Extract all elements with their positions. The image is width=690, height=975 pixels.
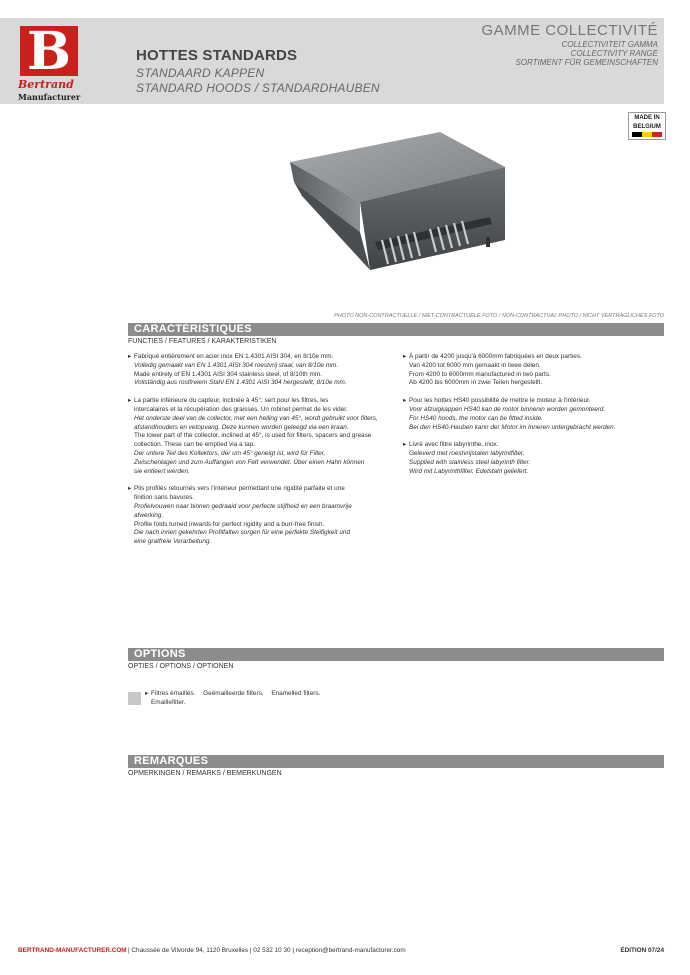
range-sub-nl: COLLECTIVITEIT GAMMA [561, 40, 658, 49]
features-section-subtitle: FUNCTIES / FEATURES / KARAKTERISTIKEN [128, 338, 277, 345]
arrow-icon: ▸ [128, 397, 132, 405]
options-section-title: OPTIONS [134, 648, 186, 660]
arrow-icon: ▸ [403, 441, 407, 449]
made-in-belgium-badge: MADE IN BELGIUM [628, 112, 666, 140]
logo-b-letter: B [27, 21, 71, 82]
feature-labyrinth-filter: ▸ Livré avec filtre labyrinthe, inox. Geleverd met roestvrijstalen labyrintfilter. Supplied with stainless steel labyrinth filter. Wird mit Labyrinthfilter, Edelstahl geliefert. [403, 441, 531, 475]
feature-two-parts: ▸ À partir de 4200 jusqu'à 6000mm fabriquées en deux parties. Van 4200 tot 6000 mm gemaakt in twee delen. From 4200 to 6000mm manufactured in two parts. Ab 4200 bis 6000mm in zwei Teilen hergestellt. [403, 353, 582, 387]
bertrand-logo [14, 21, 86, 102]
arrow-icon: ▸ [403, 397, 407, 405]
arrow-icon: ▸ [128, 353, 132, 360]
range-sub-en: COLLECTIVITY RANGE [570, 49, 658, 58]
range-title: GAMME COLLECTIVITÉ [481, 22, 658, 39]
feature-motor-inside: ▸ Pour les hottes HS40 possibilité de mettre le moteur à l'intérieur. Voor afzuigkappen HS40 kan de motor binnenin worden gemonteerd. For HS40 hoods, the motor can be fitted inside. Bei den HS40-Hauben kann der Motor im Inneren untergebracht werden. [403, 397, 616, 431]
remarks-section-bar [128, 755, 664, 768]
feature-collector: ▸ La partie inférieure du capteur, inclinée à 45°, sert pour les filtres, les intercalaires et la récupération des graisses. Un robinet permet de les vider. Het onderste deel van de collector, met een helling van 45°, wordt gebruikt voor filters, afstandhouders en vetopvang. Deze kunnen worden geleegd via een kraan. The lower part of the collector, inclined at 45°, is used for filters, spacers and grease collection. These can be emptied via a tap. Der untere Teil des Kollektors, der um 45° geneigt ist, wird für Filter, Zwischenlagen und zum Auffangen von Fett verwendet. Über einen Hahn können sie entleert werden. [128, 397, 378, 475]
website-link[interactable]: BERTRAND-MANUFACTURER.COM [18, 947, 127, 954]
options-section-bar [128, 648, 664, 661]
remarks-section-title: REMARQUES [134, 755, 209, 767]
footer-address: | Chaussée de Vilvorde 94, 1120 Bruxelles | 02 532 10 30 | reception@bertrand-manufacturer.com [128, 947, 406, 954]
logo-brand-sub: Manufacturer [18, 92, 81, 102]
features-left-column [128, 353, 390, 556]
features-right-column [403, 353, 665, 486]
logo-brand-name: Bertrand [18, 78, 74, 91]
feature-material: ▸ Fabriqué entièrement en acier inox EN 1.4301 AISI 304, en 8/10e mm. Volledig gemaakt van EN 1.4301 AISI 304 roestvrij staal, van 8/10e mm. Made entirely of EN 1.4301 AISI 304 stainless steel, of 8/10th mm. Vollständig aus rostfreiem Stahl EN 1.4301 AISI 304 hergestellt, 8/10e mm. [128, 353, 347, 387]
photo-disclaimer: PHOTO NON-CONTRACTUELLE / NIET-CONTRACTUELE FOTO / NON-CONTRACTUAL PHOTO / NICHT VERTRAGLICHES FOTO [334, 313, 664, 319]
feature-folds: ▸ Plis profilés retournés vers l'intérieur permettant une rigidité parfaite et une finition sans bavures. Profielvouwen naar binnen gedraaid voor perfecte stijfheid en een braamvrije afwerking. Profile folds turned inwards for perfect rigidity and a burr-free finish. Die nach innen gekehrten Profilfalten sorgen für eine perfekte Steifigkeit und eine gratfreie Verarbeitung. [128, 485, 352, 546]
arrow-icon: ▸ [403, 353, 407, 360]
remarks-section-subtitle: OPMERKINGEN / REMARKS / BEMERKUNGEN [128, 770, 282, 777]
belgian-flag-icon [632, 132, 662, 137]
page-subtitle-en-de: STANDARD HOODS / STANDARDHAUBEN [136, 81, 380, 95]
options-section-subtitle: OPTIES / OPTIONS / OPTIONEN [128, 663, 234, 670]
range-sub-de: SORTIMENT FÜR GEMEINSCHAFTEN [515, 58, 658, 67]
arrow-icon: ▸ [128, 485, 132, 493]
arrow-icon: ▸ [145, 690, 149, 697]
option-enamelled-filters: ▸ Filtres émaillés. Geëmailleerde filters. Enamelled filters. Emaillefilter. [145, 690, 321, 706]
features-section-title: CARACTÉRISTIQUES [134, 323, 252, 335]
page-subtitle-nl: STANDAARD KAPPEN [136, 66, 265, 80]
page-title: HOTTES STANDARDS [136, 47, 298, 64]
hood-product-photo [280, 122, 520, 282]
option-checkbox[interactable] [128, 692, 141, 705]
edition-label: ÉDITION 07/24 [620, 947, 664, 954]
